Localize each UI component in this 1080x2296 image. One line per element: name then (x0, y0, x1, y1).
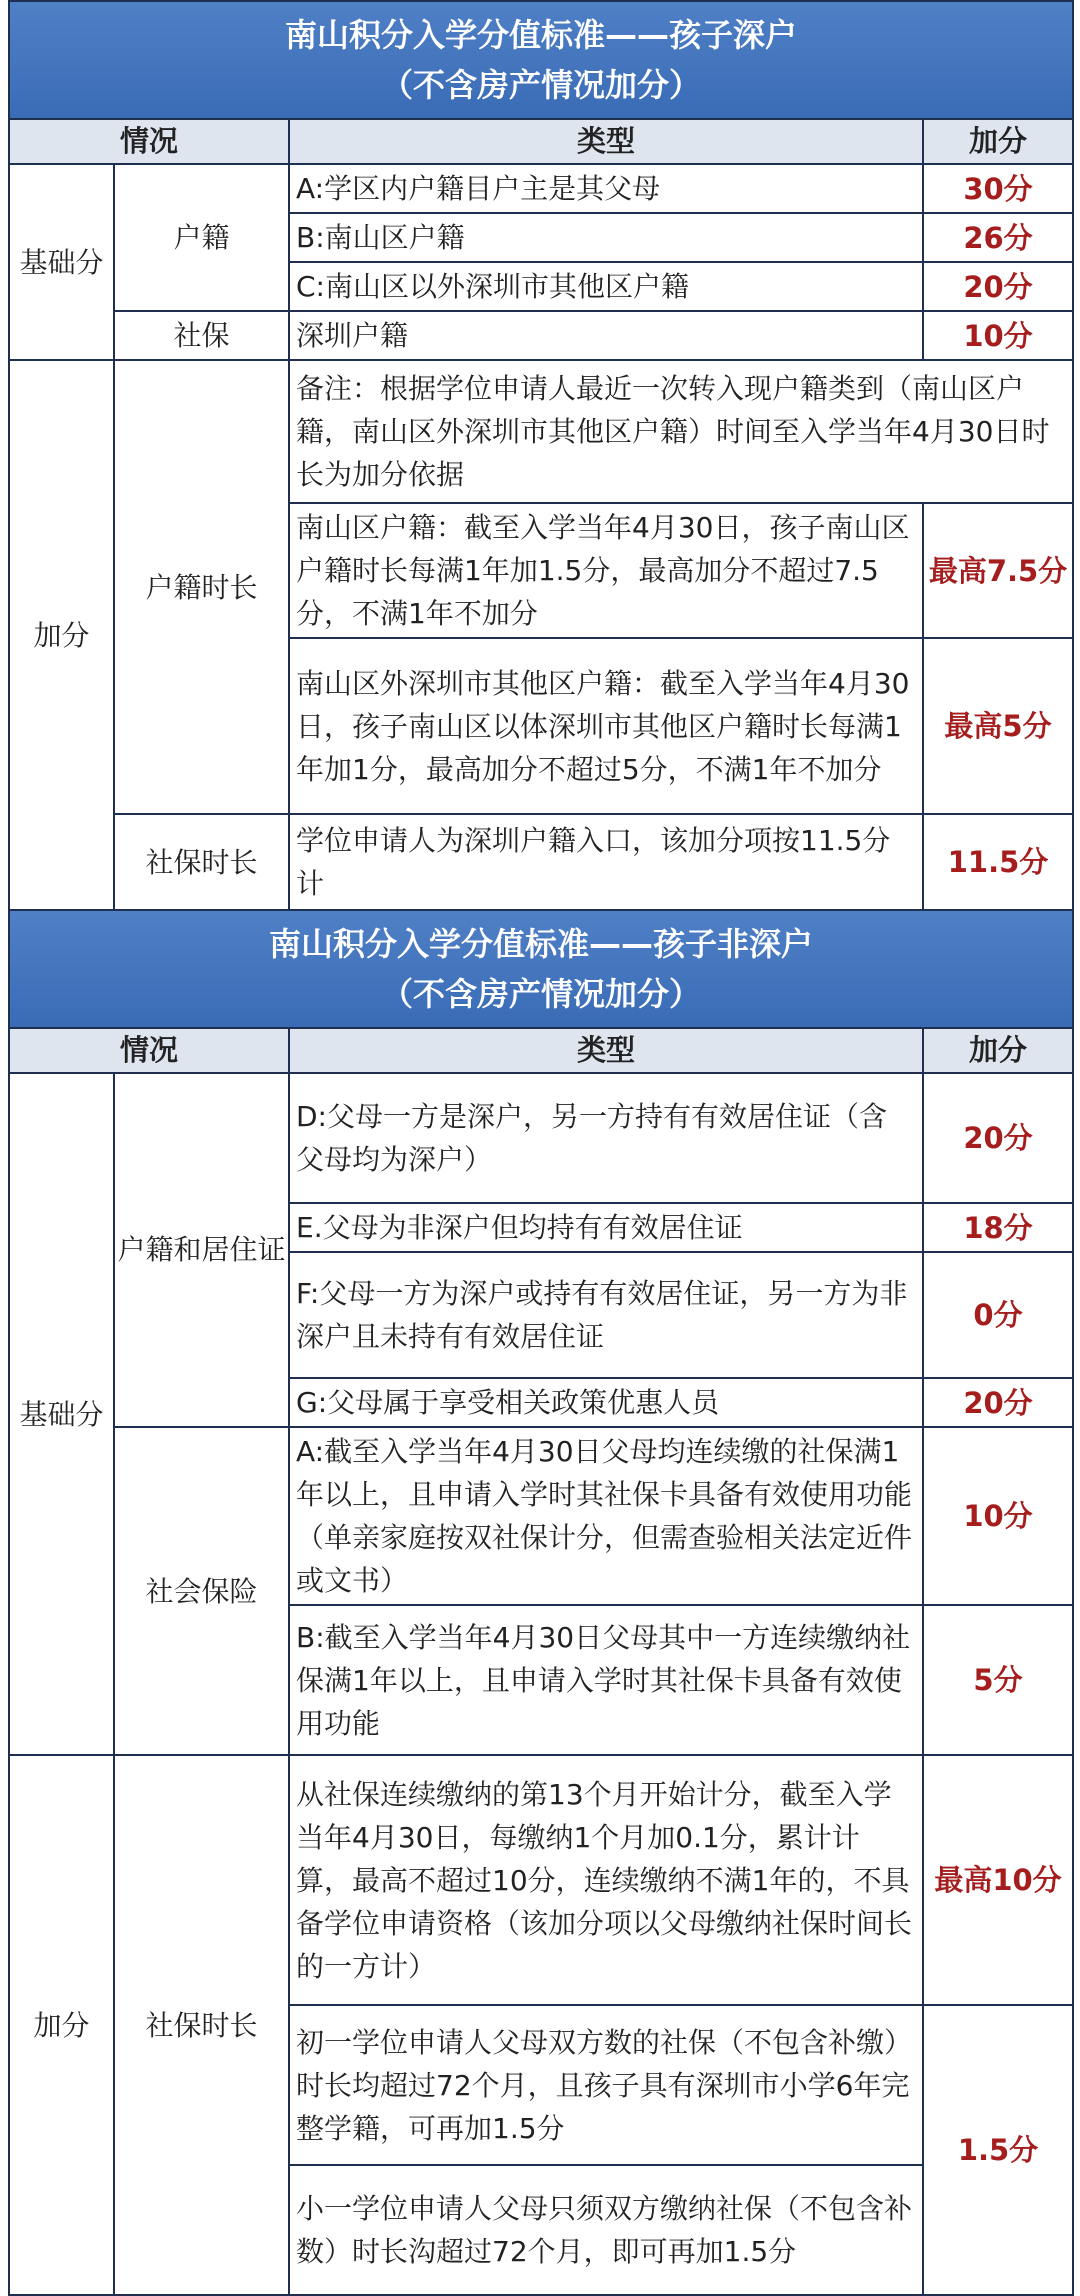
table1-title-line1: 南山积分入学分值标准——孩子深户 (285, 16, 798, 54)
table2-residence-type-d: D:父母一方是深户，另一方持有有效居住证（含父母均为深户） (289, 1073, 923, 1203)
table2-residence-score-e: 18分 (923, 1203, 1073, 1252)
table2-bonus-type-2: 初一学位申请人父母双方数的社保（不包含补缴）时长均超过72个月，且孩子具有深圳市小学6年完整学籍，可再加1.5分 (289, 2005, 923, 2165)
table1-duration-score-other: 最高5分 (923, 638, 1073, 814)
table1-bonus-label: 加分 (9, 360, 114, 910)
table1-header-situation: 情况 (9, 119, 289, 164)
table1-huji-score-b: 26分 (923, 213, 1073, 262)
table2-title-line1: 南山积分入学分值标准——孩子非深户 (269, 925, 814, 963)
table1-header-score: 加分 (923, 119, 1073, 164)
table2-title-line2: （不含房产情况加分） (381, 975, 702, 1013)
table1-shebao-label: 社保 (114, 311, 289, 360)
table2-insurance-score-b: 5分 (923, 1605, 1073, 1755)
table-local-hukou (8, 0, 1074, 911)
table1-title-line2: （不含房产情况加分） (381, 66, 702, 104)
table-nonlocal-hukou (8, 909, 1074, 2296)
table1-base-label: 基础分 (9, 164, 114, 360)
table1-duration-type-nanshan: 南山区户籍：截至入学当年4月30日，孩子南山区户籍时长每满1年加1.5分，最高加分不超过7.5分，不满1年不加分 (289, 503, 923, 638)
table2-residence-type-g: G:父母属于享受相关政策优惠人员 (289, 1378, 923, 1427)
table1-duration-type-other: 南山区外深圳市其他区户籍：截至入学当年4月30日，孩子南山区以体深圳市其他区户籍时长每满1年加1分，最高加分不超过5分，不满1年不加分 (289, 638, 923, 814)
table2-header-type: 类型 (289, 1028, 923, 1073)
table2-residence-score-f: 0分 (923, 1252, 1073, 1378)
table2-insurance-score-a: 10分 (923, 1427, 1073, 1605)
table2-insurance-type-a: A:截至入学当年4月30日父母均连续缴的社保满1年以上，且申请入学时其社保卡具备有效使用功能（单亲家庭按双社保计分，但需查验相关法定近件或文书） (289, 1427, 923, 1605)
table2-header-score: 加分 (923, 1028, 1073, 1073)
table1-shebao-score: 10分 (923, 311, 1073, 360)
table1-duration-score-nanshan: 最高7.5分 (923, 503, 1073, 638)
table2-insurance-type-b: B:截至入学当年4月30日父母其中一方连续缴纳社保满1年以上，且申请入学时其社保卡具备有效使用功能 (289, 1605, 923, 1755)
table2-residence-score-d: 20分 (923, 1073, 1073, 1203)
table1-huji-type-a: A:学区内户籍目户主是其父母 (289, 164, 923, 213)
table1-shebao-duration-label: 社保时长 (114, 814, 289, 910)
table1-header-type: 类型 (289, 119, 923, 164)
table1-huji-type-b: B:南山区户籍 (289, 213, 923, 262)
table1-huji-duration-label: 户籍时长 (114, 360, 289, 814)
table2-residence-label: 户籍和居住证 (114, 1073, 289, 1427)
table2-residence-type-f: F:父母一方为深户或持有有效居住证，另一方为非深户且未持有有效居住证 (289, 1252, 923, 1378)
table1-note: 备注：根据学位申请人最近一次转入现户籍类到（南山区户籍，南山区外深圳市其他区户籍）时间至入学当年4月30日时长为加分依据 (289, 360, 1073, 503)
table2-extra-score: 1.5分 (923, 2005, 1073, 2295)
table1-huji-label: 户籍 (114, 164, 289, 311)
table2-insurance-label: 社会保险 (114, 1427, 289, 1755)
table2-bonus-type-3: 小一学位申请人父母只须双方缴纳社保（不包含补数）时长沟超过72个月，即可再加1.5分 (289, 2165, 923, 2295)
table1-title (9, 1, 1073, 119)
table2-base-label: 基础分 (9, 1073, 114, 1755)
table2-bonus-score-1: 最高10分 (923, 1755, 1073, 2005)
table2-residence-score-g: 20分 (923, 1378, 1073, 1427)
score-standard-sheet (8, 0, 1072, 2296)
table2-title (9, 910, 1073, 1028)
table1-shebao-type: 深圳户籍 (289, 311, 923, 360)
table1-shebao-duration-type: 学位申请人为深圳户籍入口，该加分项按11.5分计 (289, 814, 923, 910)
table1-huji-type-c: C:南山区以外深圳市其他区户籍 (289, 262, 923, 311)
table1-huji-score-a: 30分 (923, 164, 1073, 213)
table1-huji-score-c: 20分 (923, 262, 1073, 311)
table2-bonus-label: 加分 (9, 1755, 114, 2295)
table1-shebao-duration-score: 11.5分 (923, 814, 1073, 910)
table2-residence-type-e: E.父母为非深户但均持有有效居住证 (289, 1203, 923, 1252)
table2-shebao-duration-label: 社保时长 (114, 1755, 289, 2295)
table2-header-situation: 情况 (9, 1028, 289, 1073)
table2-bonus-type-1: 从社保连续缴纳的第13个月开始计分，截至入学当年4月30日，每缴纳1个月加0.1分，累计计算，最高不超过10分，连续缴纳不满1年的，不具备学位申请资格（该加分项以父母缴纳社保时间长的一方计） (289, 1755, 923, 2005)
